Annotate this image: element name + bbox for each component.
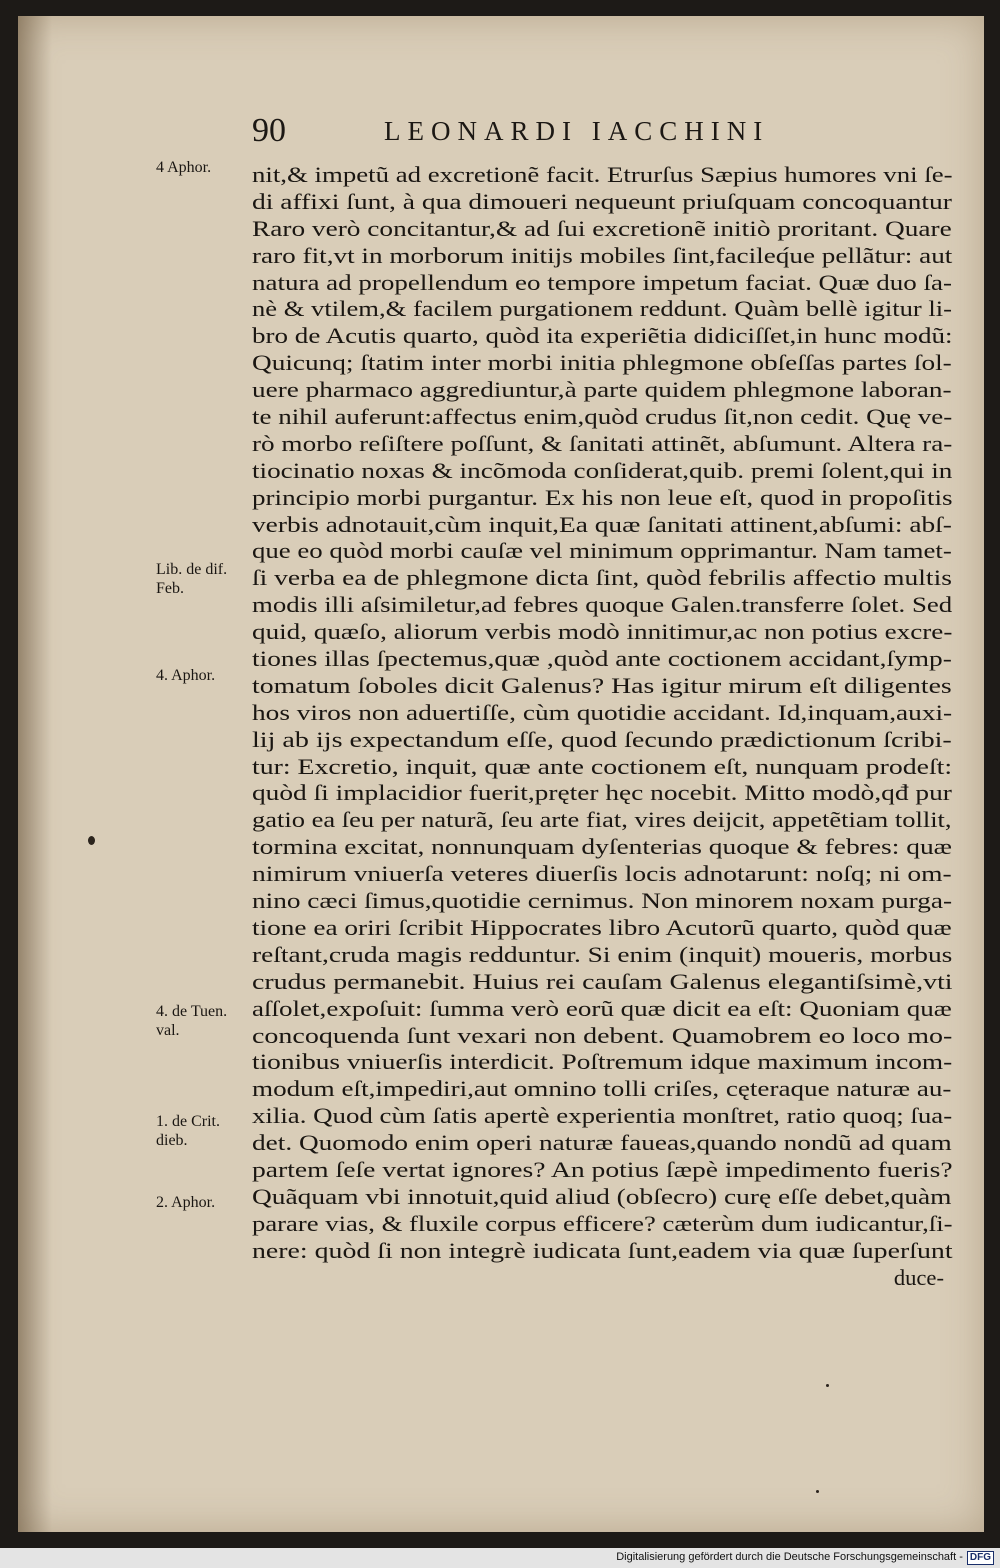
text-line: bro de Acutis quarto, quòd ita experiẽtia didiciſſet,in hunc modũ: [252,323,953,349]
text-line: crudus permanebit. Huius rei cauſam Galenus elegantiſsimè,vti [252,968,953,994]
text-line: nimirum vniuerſa veteres diuerſis locis adnotarunt: noſq; ni om- [252,861,952,887]
text-line: ſi verba ea de phlegmone dicta ſint, quòd febrilis affectio multis [252,565,952,591]
text-line: principio morbi purgantur. Ex his non leue eſt, quod in propoſitis [252,484,953,510]
text-line: que eo quòd morbi cauſæ vel minimum opprimantur. Nam tamet- [252,538,952,564]
ink-speck [826,1384,829,1387]
text-line: verbis adnotauit,cùm inquit,Ea quæ ſanitati attinent,abſumi: abſ- [252,511,952,537]
digitization-note: Digitalisierung gefördert durch die Deutsche Forschungsgemeinschaft - [616,1551,963,1563]
text-line: reſtant,cruda magis redduntur. Si enim (inquit) moueris, morbus [252,941,953,967]
ink-speck [816,1490,819,1493]
body-text [252,162,960,1291]
margin-note [156,158,260,177]
text-line: Quãquam vbi innotuit,quid aliud (obſecro) curę eſſe debet,quàm [252,1183,952,1209]
margin-note-line: 1. de Crit. [156,1113,220,1130]
text-line: concoquenda ſunt vexari non debent. Quamobrem eo loco mo- [252,1022,953,1048]
margin-note [156,1002,260,1040]
text-line: Quicunq; ſtatim inter morbi initia phlegmone obſeſſas partes ſol- [252,350,952,376]
text-line: nere: quòd ſi non integrè iudicata ſunt,eadem via quæ ſuperſunt [252,1237,953,1263]
text-line: aſſolet,expoſuit: ſumma verò eorũ quæ dicit ea eſt: Quoniam quæ [252,995,952,1021]
text-line: modis illi aſsimiletur,ad febres quoque Galen.transferre ſolet. Sed [252,592,953,618]
margin-note-line: 4. Aphor. [156,667,216,684]
text-line: partem ſeſe vertat ignores? An potius ſæpè impedimento fueris? [252,1156,953,1182]
text-line: te nihil auferunt:affectus enim,quòd crudus ſit,non cedit. Quę ve- [252,404,953,430]
text-line: gatio ea ſeu per naturã, ſeu arte fiat, vires deijcit, appetẽtiam tollit, [252,807,952,833]
text-line: modum eſt,impediri,aut omnino tolli criſes, cęteraque naturæ au- [252,1076,952,1102]
margin-note-line: dieb. [156,1132,188,1149]
text-line: tomatum ſoboles dicit Galenus? Has igitur mirum eſt diligentes [252,672,952,698]
text-line: quid, quæſo, aliorum verbis modò innitimur,ac non potius excre- [252,619,953,645]
page-gutter-shadow [18,16,52,1532]
text-line: tionibus vniuerſis interdicit. Poſtremum idque maximum incom- [252,1049,953,1075]
text-line: tione ea oriri ſcribit Hippocrates libro Acutorũ quarto, quòd quæ [252,914,952,940]
ink-speck [88,836,95,845]
margin-note-line: 4. de Tuen. [156,1003,228,1020]
margin-note [156,1112,260,1150]
text-line: uere pharmaco aggrediuntur,à parte quidem phlegmone laboran- [252,377,952,403]
text-line: tiones illas ſpectemus,quæ ,quòd ante coctionem accidant,ſymp- [252,646,952,672]
text-line: Raro verò concitantur,& ad ſui excretionẽ initiò proritant. Quare [252,215,952,241]
text-line: hos viros non aduertiſſe, cùm quotidie accidant. Id,inquam,auxi- [252,699,953,725]
text-line: lij ab ijs expectandum eſſe, quod ſecundo prædictionum ſcribi- [252,726,952,752]
text-line: di affixi ſunt, à qua dimoueri nequeunt priuſquam concoquantur [252,188,952,214]
text-line: nit,& impetũ ad excretionẽ facit. Etrurſus Sæpius humores vni ſe- [252,162,953,187]
running-head: LEONARDI IACCHINI [384,116,770,146]
margin-note-line: Lib. de dif. [156,561,228,578]
text-line: nino cæci ſimus,quotidie cernimus. Non minorem noxam purga- [252,888,953,914]
margin-note-line: val. [156,1022,180,1039]
text-line: det. Quomodo enim operi naturæ faueas,quando nondũ ad quam [252,1130,952,1156]
text-line: duce- [893,1264,944,1290]
text-line: nè & vtilem,& facilem purgationem reddunt. Quàm bellè igitur li- [252,296,953,322]
page-number: 90 [252,112,286,149]
text-line: natura ad propellendum eo tempore impetum faciat. Quæ duo ſa- [252,269,953,295]
margin-note [156,560,260,598]
margin-note [156,1193,260,1212]
text-line: tormina excitat, nonnunquam dyſenterias quoque & febres: quæ [252,834,952,860]
margin-note-line: Feb. [156,580,184,597]
text-line: tur: Excretio, inquit, quæ ante coctionem eſt, nunquam prodeſt: [252,753,953,779]
margin-note-line: 4 Aphor. [156,159,212,176]
text-line: parare vias, & fluxile corpus efficere? cæterùm dum iudicantur,ſi- [252,1210,953,1236]
text-line: quòd ſi implacidior fuerit,pręter hęc nocebit. Mitto modò,qđ pur [252,780,952,806]
page-header [0,112,1000,156]
dfg-logo: DFG [967,1551,994,1565]
text-line: xilia. Quod cùm ſatis apertè experientia monſtret, ratio quoq; ſua- [252,1103,953,1129]
text-line: tiocinatio noxas & incõmoda conſiderat,quib. premi ſolent,qui in [252,457,953,483]
margin-note-line: 2. Aphor. [156,1194,216,1211]
margin-note [156,666,260,685]
text-line: raro fit,vt in morborum initijs mobiles ſint,facileq́ue pellãtur: aut [252,242,953,268]
digitization-footer [616,1551,994,1565]
text-line: rò morbo reſiſtere poſſunt, & ſanitati attinẽt, abſumunt. Altera ra- [252,430,953,456]
